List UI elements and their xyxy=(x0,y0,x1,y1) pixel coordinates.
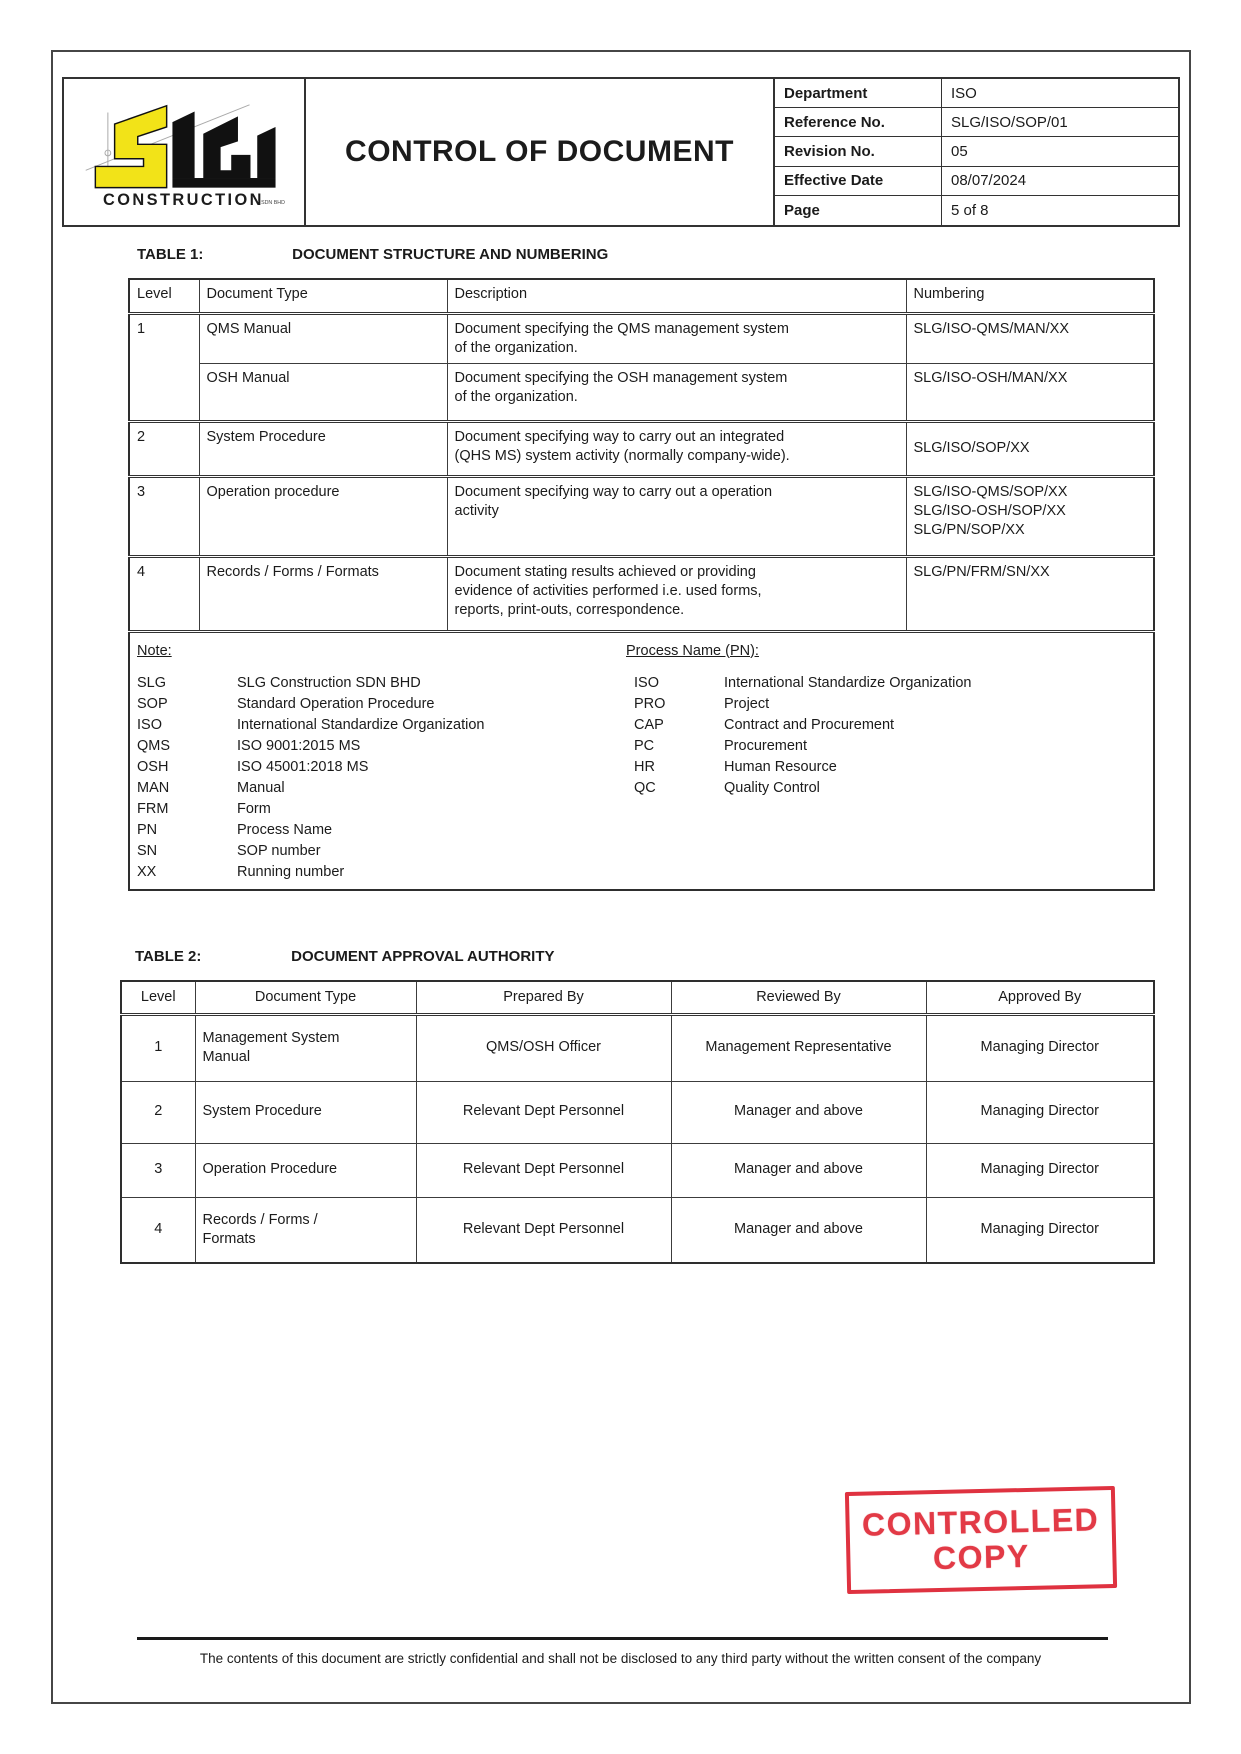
table-row xyxy=(129,313,1154,363)
logo-word: CONSTRUCTION xyxy=(103,191,264,209)
info-value: 08/07/2024 xyxy=(951,172,1027,190)
info-label: Reference No. xyxy=(775,108,942,136)
table-row xyxy=(121,1081,1154,1143)
column-header-numbering: Numbering xyxy=(906,279,1154,313)
list-item: PRO Project xyxy=(634,695,770,712)
cell-prepared-by: QMS/OSH Officer xyxy=(416,1014,671,1081)
list-item: ISO International Standardize Organization xyxy=(137,716,485,733)
cell-description: Document specifying the OSH management system of the organization. xyxy=(447,363,906,421)
cell-document-type: Records / Forms / Formats xyxy=(199,556,447,631)
list-item: OSH ISO 45001:2018 MS xyxy=(137,758,369,775)
column-header-reviewed-by: Reviewed By xyxy=(671,981,926,1014)
list-item: SN SOP number xyxy=(137,842,321,859)
column-header-level: Level xyxy=(121,981,195,1014)
cell-document-type: System Procedure xyxy=(195,1081,416,1143)
confidentiality-notice: The contents of this document are strictly confidential and shall not be disclosed to any third party without the written consent of the company xyxy=(199,1651,1042,1666)
info-value: 05 xyxy=(951,142,968,160)
cell-reviewed-by: Manager and above xyxy=(671,1197,926,1263)
cell-reviewed-by: Manager and above xyxy=(671,1081,926,1143)
list-item: SLG SLG Construction SDN BHD xyxy=(137,674,421,691)
info-label: Effective Date xyxy=(775,167,942,195)
list-item: ISO International Standardize Organization xyxy=(634,674,972,691)
page-title: CONTROL OF DOCUMENT xyxy=(345,135,734,168)
cell-description: Document stating results achieved or providing evidence of activities performed i.e. used forms, reports, print-outs, correspondence. xyxy=(447,556,906,631)
cell-numbering: SLG/ISO-QMS/MAN/XX xyxy=(906,313,1154,363)
note-cell xyxy=(129,631,1154,890)
cell-description: Document specifying the QMS management system of the organization. xyxy=(447,313,906,363)
cell-document-type: Records / Forms / Formats xyxy=(195,1197,416,1263)
info-label: Page xyxy=(775,196,942,225)
table-row xyxy=(121,1014,1154,1081)
document-info-table xyxy=(775,79,1178,225)
cell-document-type: Management System Manual xyxy=(195,1014,416,1081)
cell-level: 1 xyxy=(129,313,199,421)
info-row-effective-date xyxy=(775,167,1178,196)
cell-level: 4 xyxy=(129,556,199,631)
document-structure-table xyxy=(128,278,1155,891)
cell-numbering: SLG/ISO-OSH/MAN/XX xyxy=(906,363,1154,421)
info-row-page xyxy=(775,196,1178,225)
stamp-line-2: COPY xyxy=(932,1537,1031,1577)
column-header-description: Description xyxy=(447,279,906,313)
controlled-copy-stamp xyxy=(845,1486,1117,1594)
info-row-department xyxy=(775,79,1178,108)
document-header xyxy=(62,77,1180,227)
list-item: QC Quality Control xyxy=(634,779,820,796)
list-item: FRM Form xyxy=(137,800,271,817)
info-label: Department xyxy=(775,79,942,107)
cell-level: 2 xyxy=(121,1081,195,1143)
cell-reviewed-by: Management Representative xyxy=(671,1014,926,1081)
note-abbreviations xyxy=(137,642,626,883)
column-header-level: Level xyxy=(129,279,199,313)
process-name-heading: Process Name (PN): xyxy=(626,642,759,659)
logo-suffix: SDN BHD xyxy=(261,200,285,207)
info-row-revision xyxy=(775,137,1178,166)
table-row xyxy=(129,421,1154,476)
table1-label: TABLE 1: xyxy=(137,246,204,263)
info-row-reference xyxy=(775,108,1178,137)
cell-approved-by: Managing Director xyxy=(926,1081,1154,1143)
info-value: SLG/ISO/SOP/01 xyxy=(951,113,1068,131)
info-value: ISO xyxy=(951,84,977,102)
table-row xyxy=(129,556,1154,631)
cell-document-type: QMS Manual xyxy=(199,313,447,363)
cell-approved-by: Managing Director xyxy=(926,1014,1154,1081)
footer-divider xyxy=(137,1637,1108,1640)
cell-document-type: Operation Procedure xyxy=(195,1143,416,1197)
list-item: HR Human Resource xyxy=(634,758,837,775)
list-item: MAN Manual xyxy=(137,779,285,796)
cell-level: 4 xyxy=(121,1197,195,1263)
cell-level: 1 xyxy=(121,1014,195,1081)
list-item: SOP Standard Operation Procedure xyxy=(137,695,435,712)
column-header-prepared-by: Prepared By xyxy=(416,981,671,1014)
cell-numbering: SLG/PN/FRM/SN/XX xyxy=(906,556,1154,631)
cell-approved-by: Managing Director xyxy=(926,1197,1154,1263)
cell-prepared-by: Relevant Dept Personnel xyxy=(416,1081,671,1143)
cell-document-type: System Procedure xyxy=(199,421,447,476)
cell-level: 2 xyxy=(129,421,199,476)
title-cell xyxy=(306,79,775,225)
cell-level: 3 xyxy=(129,476,199,556)
table2-label: TABLE 2: xyxy=(135,948,202,965)
list-item: XX Running number xyxy=(137,863,345,880)
cell-document-type: OSH Manual xyxy=(199,363,447,421)
column-header-approved-by: Approved By xyxy=(926,981,1154,1014)
cell-reviewed-by: Manager and above xyxy=(671,1143,926,1197)
table2-header-row xyxy=(121,981,1154,1014)
table1-title: DOCUMENT STRUCTURE AND NUMBERING xyxy=(292,246,609,263)
info-value: 5 of 8 xyxy=(951,201,989,219)
company-logo xyxy=(64,79,306,225)
table2-title: DOCUMENT APPROVAL AUTHORITY xyxy=(291,948,555,965)
cell-prepared-by: Relevant Dept Personnel xyxy=(416,1197,671,1263)
cell-numbering: SLG/ISO/SOP/XX xyxy=(906,421,1154,476)
note-heading: Note: xyxy=(137,642,172,659)
list-item: PC Procurement xyxy=(634,737,808,754)
cell-numbering: SLG/ISO-QMS/SOP/XX SLG/ISO-OSH/SOP/XX SLG/PN/SOP/XX xyxy=(906,476,1154,556)
stamp-line-1: CONTROLLED xyxy=(861,1501,1100,1543)
cell-approved-by: Managing Director xyxy=(926,1143,1154,1197)
slg-construction-logo-icon xyxy=(78,92,290,212)
table1-header-row xyxy=(129,279,1154,313)
cell-level: 3 xyxy=(121,1143,195,1197)
document-approval-table xyxy=(120,980,1155,1264)
table-row xyxy=(121,1197,1154,1263)
list-item: QMS ISO 9001:2015 MS xyxy=(137,737,361,754)
cell-description: Document specifying way to carry out an integrated (QHS MS) system activity (normally company-wide). xyxy=(447,421,906,476)
cell-description: Document specifying way to carry out a operation activity xyxy=(447,476,906,556)
table2-caption xyxy=(135,948,555,965)
process-name-list xyxy=(626,642,1146,883)
cell-document-type: Operation procedure xyxy=(199,476,447,556)
table1-note-row xyxy=(129,631,1154,890)
list-item: CAP Contract and Procurement xyxy=(634,716,895,733)
info-label: Revision No. xyxy=(775,137,942,165)
table1-caption xyxy=(137,246,608,263)
list-item: PN Process Name xyxy=(137,821,333,838)
column-header-document-type: Document Type xyxy=(199,279,447,313)
table-row xyxy=(129,363,1154,421)
table-row xyxy=(129,476,1154,556)
table-row xyxy=(121,1143,1154,1197)
cell-prepared-by: Relevant Dept Personnel xyxy=(416,1143,671,1197)
column-header-document-type: Document Type xyxy=(195,981,416,1014)
